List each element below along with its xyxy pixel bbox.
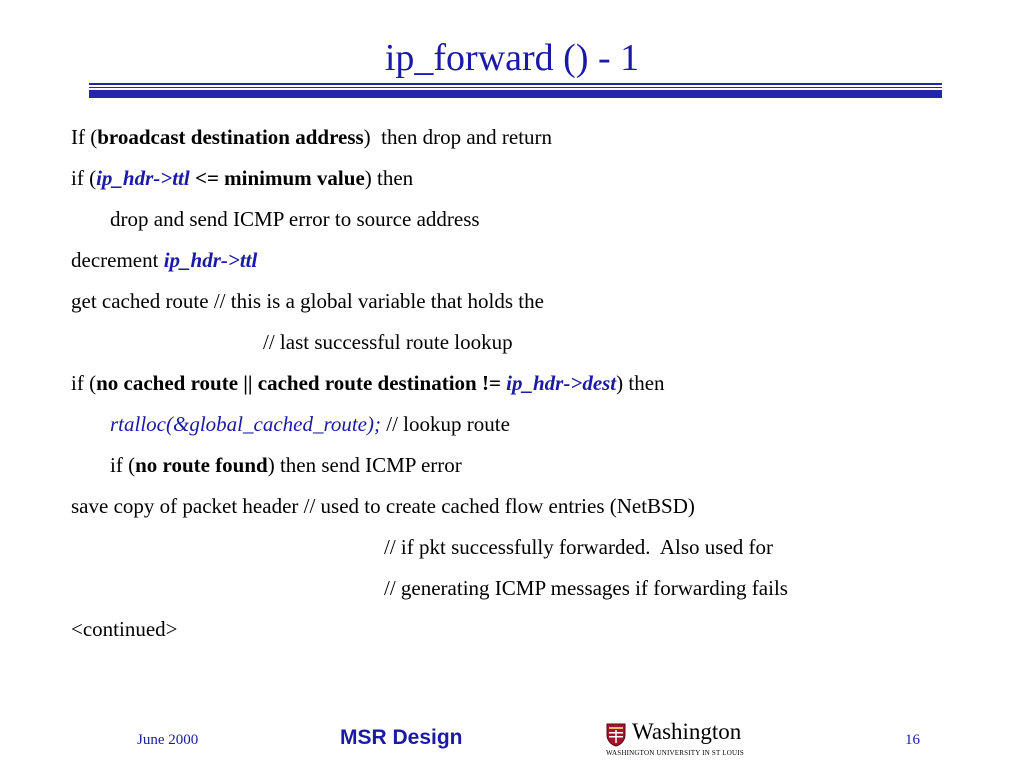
text: ) then <box>364 166 414 190</box>
body-line-8 <box>71 406 971 447</box>
comment: // if pkt successfully forwarded. Also used for <box>384 535 774 559</box>
logo-subtitle: WASHINGTON UNIVERSITY IN ST LOUIS <box>606 749 744 757</box>
code-ttl: ip_hdr->ttl <box>96 166 190 190</box>
comment: // lookup route <box>381 412 510 436</box>
text: save copy of packet header // used to create cached flow entries (NetBSD) <box>71 494 695 518</box>
condition: <= minimum value <box>189 166 365 190</box>
text: get cached route // this is a global variable that holds the <box>71 289 544 313</box>
condition: no cached route || cached route destination != <box>96 371 507 395</box>
code-dest: ip_hdr->dest <box>506 371 617 395</box>
body-line-1 <box>71 119 971 160</box>
footer-date: June 2000 <box>137 732 199 748</box>
title-divider <box>89 83 942 98</box>
text: if ( <box>110 453 136 477</box>
body-line-3 <box>71 201 971 242</box>
body-line-11 <box>71 529 971 570</box>
footer-title: MSR Design <box>340 726 463 749</box>
logo-wordmark: Washington <box>632 719 742 744</box>
page-number: 16 <box>905 732 920 748</box>
body-line-6 <box>71 324 971 365</box>
condition: no route found <box>135 453 268 477</box>
university-logo <box>606 721 806 761</box>
condition: broadcast destination address <box>97 125 364 149</box>
code-ttl: ip_hdr->ttl <box>163 248 258 272</box>
text: ) then <box>616 371 665 395</box>
text: if ( <box>71 166 97 190</box>
university-shield-icon <box>606 723 626 747</box>
text: If ( <box>71 125 98 149</box>
body-line-5 <box>71 283 971 324</box>
slide-body <box>71 119 971 652</box>
body-line-9 <box>71 447 971 488</box>
code-rtalloc: rtalloc(&global_cached_route); <box>110 412 381 436</box>
body-line-12 <box>71 570 971 611</box>
text: drop and send ICMP error to source address <box>110 207 480 231</box>
text: decrement <box>71 248 164 272</box>
body-line-7 <box>71 365 971 406</box>
comment: // generating ICMP messages if forwarding fails <box>384 576 788 600</box>
text: <continued> <box>71 617 178 641</box>
comment: // last successful route lookup <box>263 330 513 354</box>
text: ) then drop and return <box>363 125 553 149</box>
body-line-10 <box>71 488 971 529</box>
body-line-4 <box>71 242 971 283</box>
body-line-2 <box>71 160 971 201</box>
text: if ( <box>71 371 97 395</box>
text: ) then send ICMP error <box>267 453 462 477</box>
body-line-13 <box>71 611 971 652</box>
slide-title: ip_forward () - 1 <box>384 37 640 79</box>
